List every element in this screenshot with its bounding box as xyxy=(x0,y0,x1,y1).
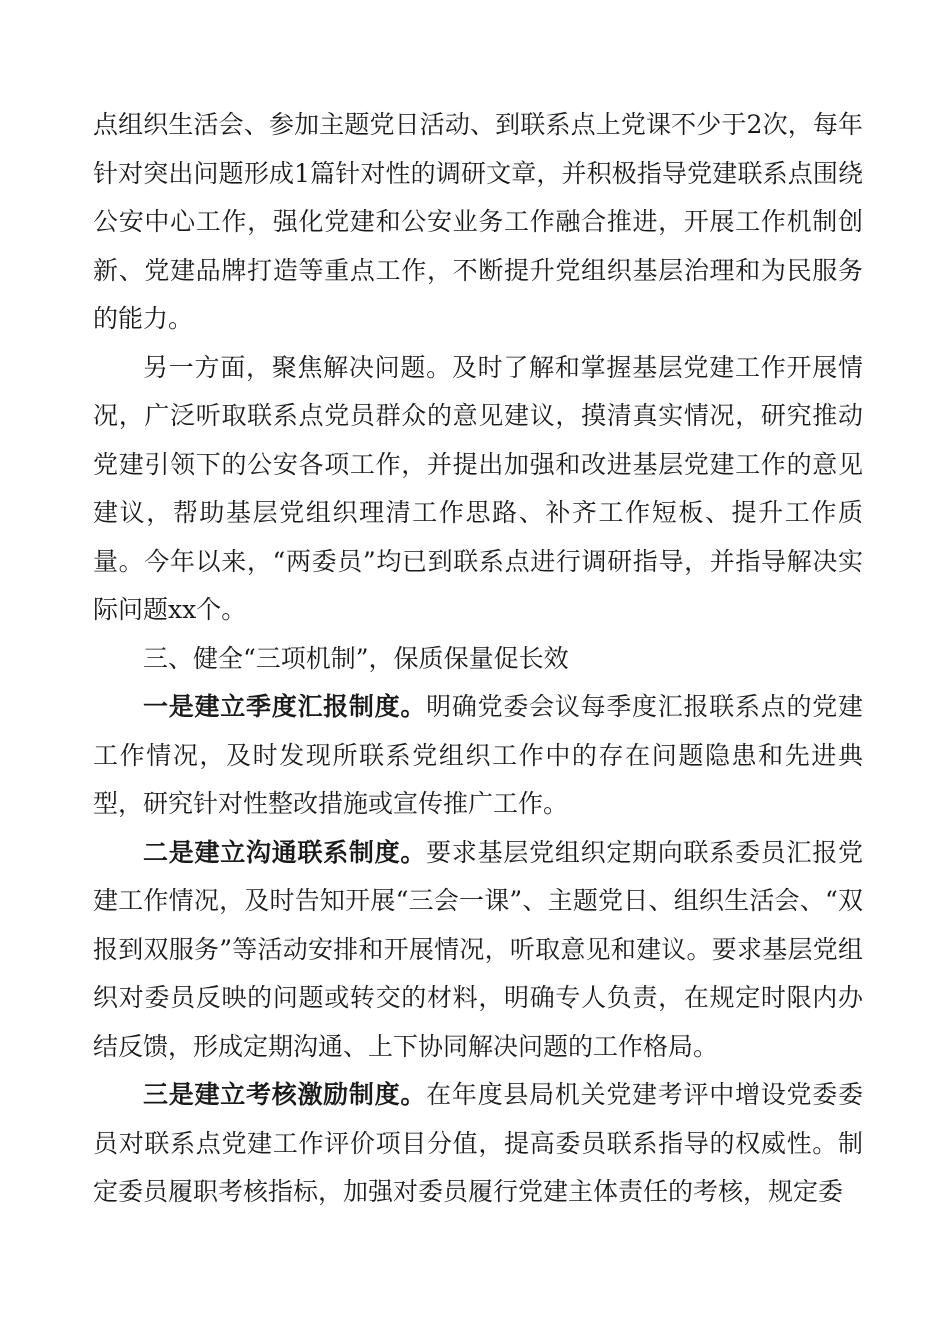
item-text: 要求基层党组织定期向联系委员汇报党建工作情况，及时告知开展“三会一课”、主题党日、组织生活会、“双报到双服务”等活动安排和开展情况，听取意见和建议。要求基层党组织对委员反映的问题或转交的材料，明确专人负责，在规定时限内办结反馈，形成定期沟通、上下协同解决问题的工作格局。 xyxy=(93,837,863,1061)
document-body xyxy=(93,101,863,1217)
item-communication xyxy=(93,829,863,1072)
paragraph-continued: 点组织生活会、参加主题党日活动、到联系点上党课不少于2次，每年针对突出问题形成1篇针对性的调研文章，并积极指导党建联系点围绕公安中心工作，强化党建和公安业务工作融合推进，开展工作机制创新、党建品牌打造等重点工作，不断提升党组织基层治理和为民服务的能力。 xyxy=(93,110,863,333)
item-lead: 二是建立沟通联系制度。 xyxy=(143,837,427,867)
item-lead: 一是建立季度汇报制度。 xyxy=(143,692,427,721)
item-text: 在年度县局机关党建考评中增设党委委员对联系点党建工作评价项目分值，提高委员联系指导的权威性。制定委员履职考核指标，加强对委员履行党建主体责任的考核，规定委 xyxy=(93,1080,863,1206)
paragraph-another-aspect: 另一方面，聚焦解决问题。及时了解和掌握基层党建工作开展情况，广泛听取联系点党员群众的意见建议，摸清真实情况，研究推动党建引领下的公安各项工作，并提出加强和改进基层党建工作的意见建议，帮助基层党组织理清工作思路、补齐工作短板、提升工作质量。今年以来，“两委员”均已到联系点进行调研指导，并指导解决实际问题xx个。 xyxy=(93,352,863,624)
item-lead: 三是建立考核激励制度。 xyxy=(143,1080,427,1109)
section-heading: 三、健全“三项机制”，保质保量促长效 xyxy=(143,643,569,673)
item-assessment xyxy=(93,1071,863,1217)
item-text: 明确党委会议每季度汇报联系点的党建工作情况，及时发现所联系党组织工作中的存在问题隐患和先进典型，研究针对性整改措施或宣传推广工作。 xyxy=(93,692,863,818)
item-quarterly-report xyxy=(93,683,863,829)
